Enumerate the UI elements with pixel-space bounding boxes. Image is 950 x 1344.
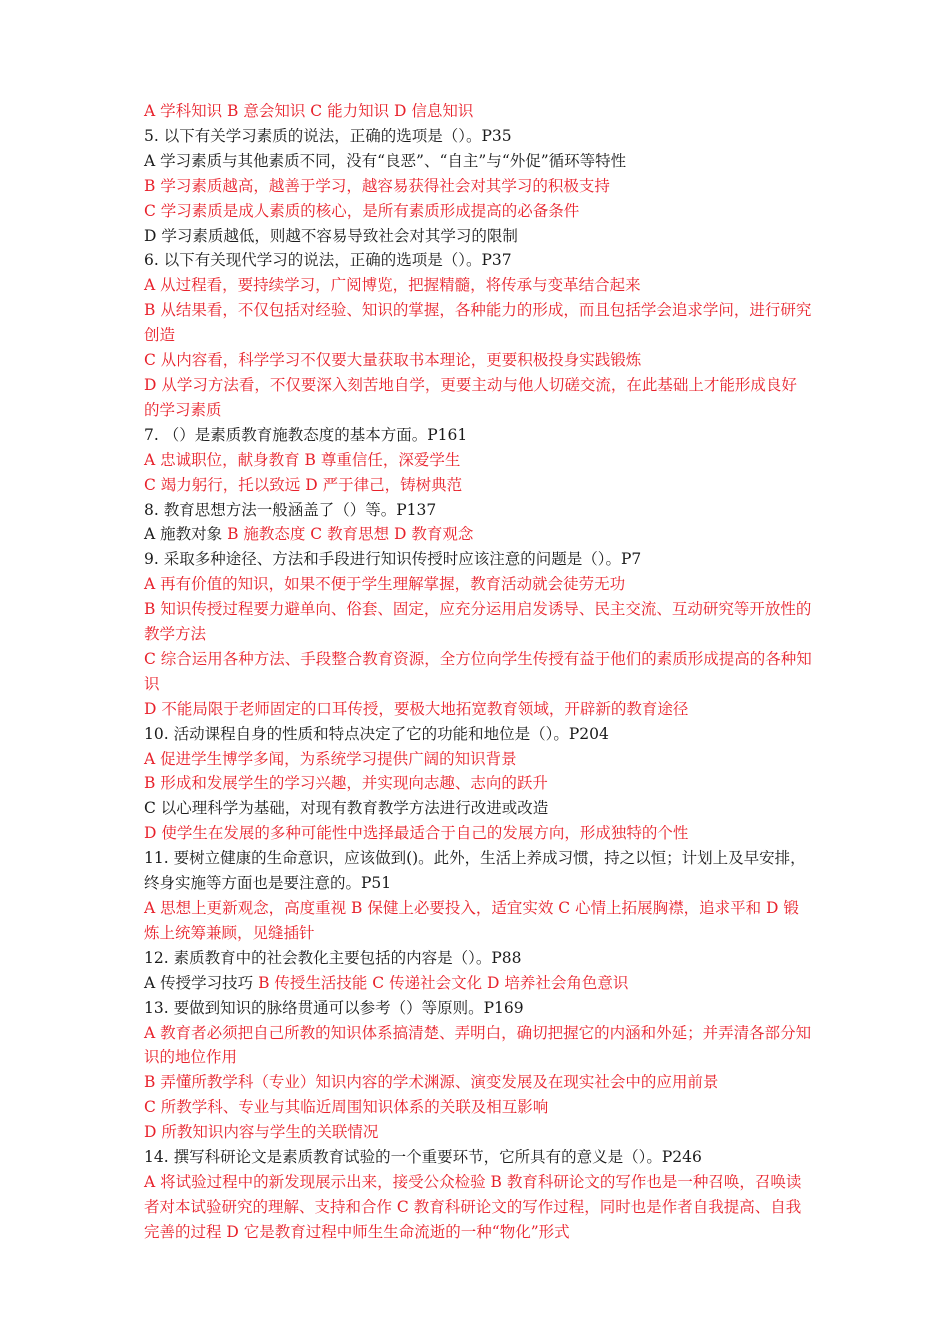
text-line xyxy=(144,522,812,547)
text-line xyxy=(144,199,812,224)
text-line xyxy=(144,697,812,722)
document-body xyxy=(144,99,812,1245)
text-line xyxy=(144,498,812,523)
text-line xyxy=(144,448,812,473)
text-line xyxy=(144,124,812,149)
question-text: 9. 采取多种途径、方法和手段进行知识传授时应该注意的问题是（）。P7 xyxy=(144,550,642,569)
text-line xyxy=(144,946,812,971)
text-line xyxy=(144,647,812,697)
answer-text: B 传授生活技能 C 传递社会文化 D 培养社会角色意识 xyxy=(258,973,629,992)
text-line xyxy=(144,971,812,996)
answer-text: C 综合运用各种方法、手段整合教育资源，全方位向学生传授有益于他们的素质形成提高的各种知识 xyxy=(144,649,812,693)
question-text: 5. 以下有关学习素质的说法，正确的选项是（）。P35 xyxy=(144,126,512,145)
text-line xyxy=(144,1021,812,1071)
question-text: 11. 要树立健康的生命意识，应该做到()。此外，生活上养成习惯，持之以恒；计划上及早安排，终身实施等方面也是要注意的。P51 xyxy=(144,849,806,893)
text-line xyxy=(144,149,812,174)
text-line xyxy=(144,348,812,373)
answer-text: D 从学习方法看，不仅要深入刻苦地自学，更要主动与他人切磋交流，在此基础上才能形成良好的学习素质 xyxy=(144,375,797,419)
text-line xyxy=(144,722,812,747)
answer-text: D 使学生在发展的多种可能性中选择最适合于自己的发展方向，形成独特的个性 xyxy=(144,824,689,843)
text-line xyxy=(144,747,812,772)
text-line xyxy=(144,99,812,124)
answer-text: A 教育者必须把自己所教的知识体系搞清楚、弄明白，确切把握它的内涵和外延；并弄清各部分知识的地位作用 xyxy=(144,1023,812,1067)
question-text: 7. （）是素质教育施教态度的基本方面。P161 xyxy=(144,425,468,444)
answer-text: D 所教知识内容与学生的关联情况 xyxy=(144,1123,379,1142)
answer-text: B 从结果看，不仅包括对经验、知识的掌握，各种能力的形成，而且包括学会追求学问，进行研究创造 xyxy=(144,301,812,345)
answer-text: B 施教态度 C 教育思想 D 教育观念 xyxy=(227,525,474,544)
text-line xyxy=(144,821,812,846)
text-line xyxy=(144,796,812,821)
question-text: A 传授学习技巧 xyxy=(144,973,259,992)
text-line xyxy=(144,298,812,348)
text-line xyxy=(144,547,812,572)
answer-text: A 学科知识 B 意会知识 C 能力知识 D 信息知识 xyxy=(144,102,474,120)
text-line xyxy=(144,248,812,273)
answer-text: B 知识传授过程要力避单向、俗套、固定，应充分运用启发诱导、民主交流、互动研究等开放性的教学方法 xyxy=(144,600,812,644)
question-text: 13. 要做到知识的脉络贯通可以参考（）等原则。P169 xyxy=(144,998,524,1017)
text-line xyxy=(144,572,812,597)
text-line xyxy=(144,846,812,896)
answer-text: A 思想上更新观念，高度重视 B 保健上必要投入，适宜实效 C 心情上拓展胸襟，追求平和 D 锻炼上统筹兼顾，见缝插针 xyxy=(144,899,799,942)
question-text: 10. 活动课程自身的性质和特点决定了它的功能和地位是（）。P204 xyxy=(144,724,609,743)
text-line xyxy=(144,1145,812,1170)
text-line xyxy=(144,224,812,249)
text-line xyxy=(144,473,812,498)
text-line xyxy=(144,174,812,199)
answer-text: A 忠诚职位，献身教育 B 尊重信任，深爱学生 xyxy=(144,450,461,469)
text-line xyxy=(144,373,812,423)
answer-text: A 从过程看，要持续学习，广阅博览，把握精髓，将传承与变革结合起来 xyxy=(144,276,641,295)
question-text: A 学习素质与其他素质不同，没有“良恶”、“自主”与“外促”循环等特性 xyxy=(144,151,627,170)
question-text: 8. 教育思想方法一般涵盖了（）等。P137 xyxy=(144,500,437,519)
text-line xyxy=(144,597,812,647)
text-line xyxy=(144,1120,812,1145)
text-line xyxy=(144,771,812,796)
question-text: D 学习素质越低，则越不容易导致社会对其学习的限制 xyxy=(144,226,518,245)
question-text: A 施教对象 xyxy=(144,525,228,544)
answer-text: C 所教学科、专业与其临近周围知识体系的关联及相互影响 xyxy=(144,1098,549,1117)
text-line xyxy=(144,896,812,946)
question-text: 12. 素质教育中的社会教化主要包括的内容是（）。P88 xyxy=(144,948,522,967)
answer-text: A 将试验过程中的新发现展示出来，接受公众检验 B 教育科研论文的写作也是一种召唤，召唤读者对本试验研究的理解、支持和合作 C 教育科研论文的写作过程，同时也是作者自我提高、自我完善的过程 D 它是教育过程中师生生命流逝的一种“物化”形式 xyxy=(144,1172,802,1241)
answer-text: D 不能局限于老师固定的口耳传授，要极大地拓宽教育领域，开辟新的教育途径 xyxy=(144,699,689,718)
text-line xyxy=(144,996,812,1021)
question-text: C 以心理科学为基础，对现有教育教学方法进行改进或改造 xyxy=(144,799,549,818)
text-line xyxy=(144,273,812,298)
question-text: 6. 以下有关现代学习的说法，正确的选项是（）。P37 xyxy=(144,251,512,270)
answer-text: A 促进学生博学多闻，为系统学习提供广阔的知识背景 xyxy=(144,749,517,768)
answer-text: B 形成和发展学生的学习兴趣，并实现向志趣、志向的跃升 xyxy=(144,774,548,793)
answer-text: C 竭力躬行，托以致远 D 严于律己，铸树典范 xyxy=(144,475,463,494)
answer-text: B 学习素质越高，越善于学习，越容易获得社会对其学习的积极支持 xyxy=(144,176,610,195)
text-line xyxy=(144,1170,812,1245)
answer-text: B 弄懂所教学科（专业）知识内容的学术渊源、演变发展及在现实社会中的应用前景 xyxy=(144,1073,719,1092)
text-line xyxy=(144,1070,812,1095)
answer-text: C 从内容看，科学学习不仅要大量获取书本理论，更要积极投身实践锻炼 xyxy=(144,351,642,370)
answer-text: A 再有价值的知识，如果不便于学生理解掌握，教育活动就会徒劳无功 xyxy=(144,575,626,594)
question-text: 14. 撰写科研论文是素质教育试验的一个重要环节，它所具有的意义是（）。P246 xyxy=(144,1148,702,1167)
text-line xyxy=(144,1095,812,1120)
answer-text: C 学习素质是成人素质的核心，是所有素质形成提高的必备条件 xyxy=(144,201,580,220)
text-line xyxy=(144,423,812,448)
